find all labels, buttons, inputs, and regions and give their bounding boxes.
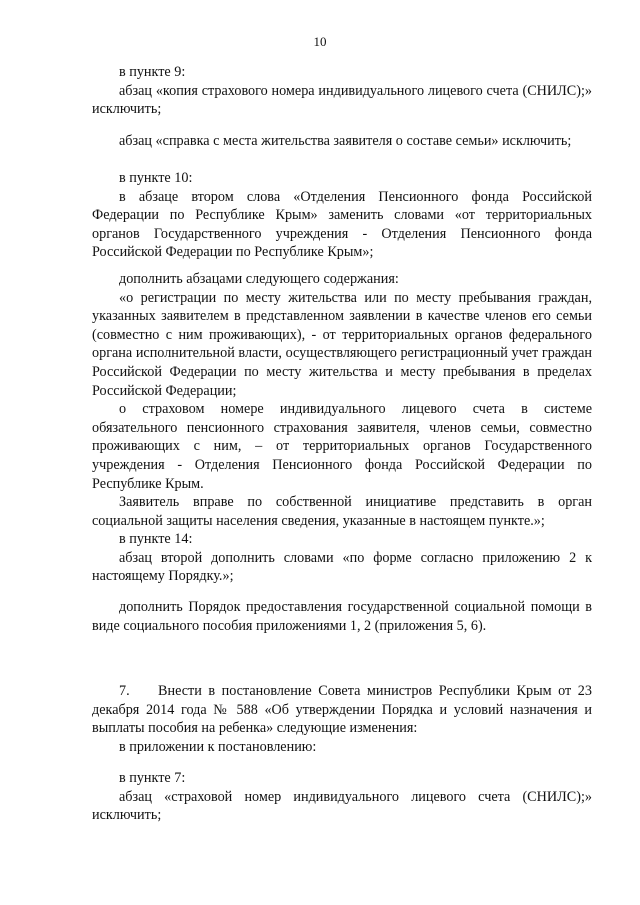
- block-punkt-10: [92, 169, 592, 262]
- paragraph: о страховом номере индивидуального лицевого счета в системе обязательного пенсионного страхования заявителя, членов семьи, совместно проживающих с ним, – от территориальных органов Государственного учреждения - Отделения Пенсионного фонда Российской Федерации по Республике Крым.: [92, 401, 592, 492]
- paragraph: в приложении к постановлению:: [119, 739, 317, 755]
- paragraph: в абзаце втором слова «Отделения Пенсионного фонда Российской Федерации по Республике Крым» заменить словами «от территориальных органов Государственного учреждения - Отделения Пенсионного фонда Российской Федерации по Республике Крым»;: [92, 188, 592, 261]
- paragraph: абзац «копия страхового номера индивидуального лицевого счета (СНИЛС);» исключить;: [92, 82, 592, 118]
- block-prilozhenie: [92, 738, 592, 757]
- block-heading: в пункте 7:: [119, 770, 186, 786]
- block-heading: дополнить абзацами следующего содержания:: [119, 271, 399, 287]
- paragraph: Заявитель вправе по собственной инициативе представить в орган социальной защиты населения сведения, указанные в настоящем пункте.»;: [92, 494, 592, 529]
- block-heading: в пункте 14:: [119, 531, 193, 547]
- block-prilozheniya: [92, 598, 592, 635]
- paragraph: 7. Внести в постановление Совета министров Республики Крым от 23 декабря 2014 года № 588 «Об утверждении Порядка и условий назначения и выплаты пособия на ребенка» следующие изменения:: [92, 683, 592, 737]
- block-spravka: [92, 132, 592, 151]
- paragraph: абзац второй дополнить словами «по форме согласно приложению 2 к настоящему Порядку.»;: [92, 549, 592, 585]
- paragraph: «о регистрации по месту жительства или по месту пребывания граждан, указанных заявителем в представленном заявлении в качестве членов его семьи (совместно с ним проживающих), - от территориальных органов федерального органа исполнительной власти, осуществляющего регистрационный учет граждан Российской Федерации по месту жительства и месту пребывания в пределах Российской Федерации;: [92, 289, 592, 399]
- paragraph: абзац «справка с места жительства заявителя о составе семьи» исключить;: [119, 133, 572, 149]
- block-punkt-14: [92, 530, 592, 586]
- block-punkt-7: [92, 769, 592, 825]
- block-item-7: [92, 682, 592, 738]
- block-punkt-9: [92, 63, 592, 119]
- block-heading: в пункте 10:: [119, 170, 193, 186]
- page-number: 10: [313, 34, 327, 49]
- block-additions: [92, 270, 592, 530]
- paragraph: абзац «страховой номер индивидуального лицевого счета (СНИЛС);» исключить;: [92, 788, 592, 824]
- block-heading: в пункте 9:: [119, 64, 186, 80]
- paragraph: дополнить Порядок предоставления государственной социальной помощи в виде социального пособия приложениями 1, 2 (приложения 5, 6).: [92, 599, 592, 634]
